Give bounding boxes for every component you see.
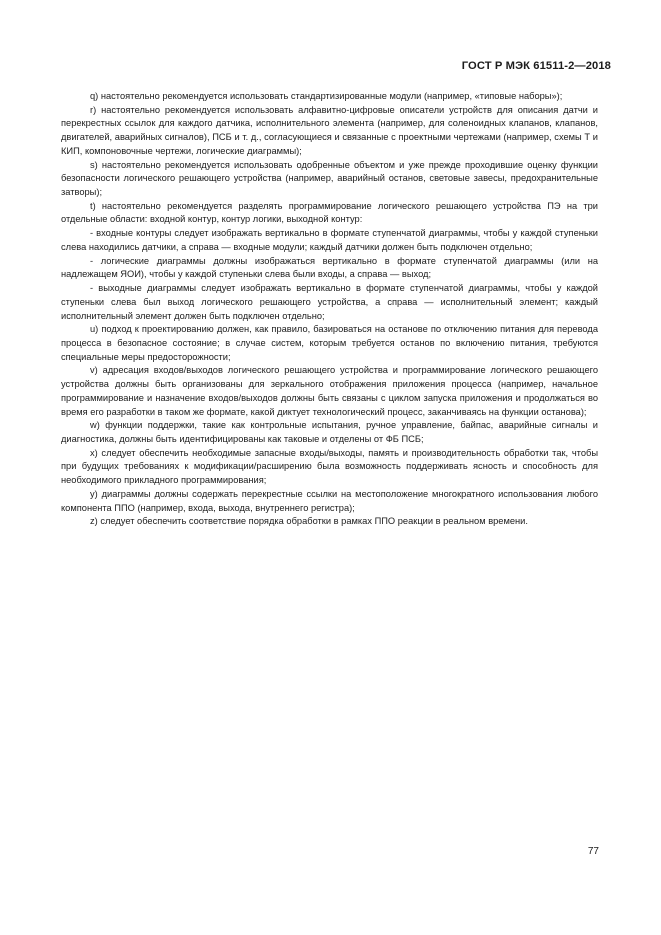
standard-id: ГОСТ Р МЭК 61511-2—2018 (461, 60, 611, 72)
sub-item-input-circuits: - входные контуры следует изображать вертикально в формате ступенчатой диаграммы, чтобы у каждой ступеньки слева находились датчики, а справа — входные модули; каждый датчики должен быть подключен отдельно; (61, 228, 598, 252)
page-header (462, 60, 611, 72)
list-item-r: r) настоятельно рекомендуется использовать алфавитно-цифровые описатели устройств для описания датчи и перекрестных ссылок для каждого датчика, исполнительного элемента (например, для соленоидных клапанов, клапанов, двигателей, аварийных сигналов), ПСБ и т. д., согласующиеся и связанные с проектными чертежами (например, схемы Т и КИП, компоновочные чертежи, логические диаграммы); (61, 104, 598, 156)
list-item-t: t) настоятельно рекомендуется разделять программирование логического решающего устройства ПЭ на три отдельные области: входной контур, контур логики, выходной контур: (61, 200, 598, 225)
list-item-x: x) следует обеспечить необходимые запасные входы/выходы, память и производительность обработки так, чтобы при будущих требованиях к модификации/расширению была возможность поддерживать ясность и способность для необходимого прикладного программирования; (61, 447, 598, 486)
page-number: 77 (587, 846, 599, 857)
list-item-q: q) настоятельно рекомендуется использовать стандартизированные модули (например, «типовые наборы»); (90, 91, 563, 101)
list-item-s: s) настоятельно рекомендуется использовать одобренные объектом и уже прежде проходившие оценку функции безопасности логического решающего устройства (например, аварийный останов, световые завесы, предохранительные затворы); (61, 159, 598, 198)
document-body (61, 90, 598, 529)
list-item-z: z) следует обеспечить соответствие порядка обработки в рамках ППО реакции в реальном времени. (90, 516, 528, 527)
list-item-v: v) адресация входов/выходов логического решающего устройства и программирование логического решающего устройства должны быть организованы для зеркального отображения приложения процесса (например, начальное программирование и назначение входов/выходов должны быть связаны с циклом запуска приложения и продолжаться во время его разработки в таком же формате, какой диктует технологический процесс, заканчиваясь на функции останова); (61, 365, 598, 417)
list-item-w: w) функции поддержки, такие как контрольные испытания, ручное управление, байпас, аварийные сигналы и диагностика, должны быть идентифицированы как таковые и отделены от ФБ ПСБ; (61, 420, 598, 444)
list-item-y: y) диаграммы должны содержать перекрестные ссылки на местоположение многократного использования любого компонента ППО (например, входа, выхода, внутреннего регистра); (61, 488, 598, 513)
list-item-u: u) подход к проектированию должен, как правило, базироваться на останове по отключению питания для перевода процесса в безопасное состояние; в случае систем, которым требуется останов по включению питания, требуются специальные меры предосторожности; (61, 324, 598, 362)
sub-item-logic-diagrams: - логические диаграммы должны изображаться вертикально в формате ступенчатой диаграммы (или на надлежащем ЯОИ), чтобы у каждой ступеньки слева были входы, а справа — выход; (61, 255, 598, 280)
sub-item-output-diagrams: - выходные диаграммы следует изображать вертикально в формате ступенчатой диаграммы, чтобы у каждой ступеньки слева был выход логического решающего устройства, а справа — исполнительный элемент; каждый исполнительный элемент должен быть подключен отдельно; (61, 283, 598, 321)
